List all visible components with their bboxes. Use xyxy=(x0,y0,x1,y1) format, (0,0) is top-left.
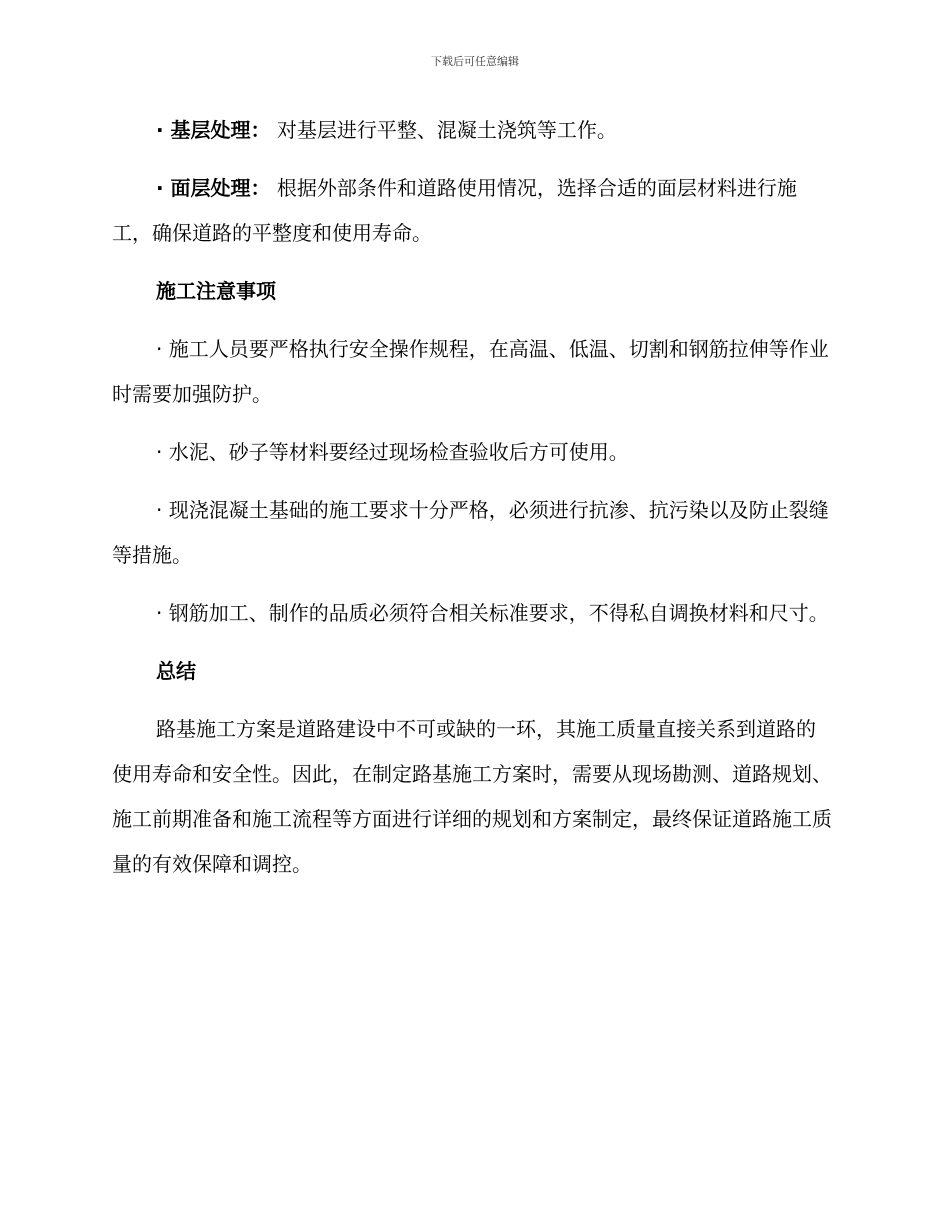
section-heading-precautions: 施工注意事项 xyxy=(156,279,276,303)
bullet-safety: · 施工人员要严格执行安全操作规程，在高温、低温、切割和钢筋拉伸等作业时需要加强防护。 xyxy=(112,337,829,406)
paragraph-surface-layer xyxy=(112,166,832,256)
bullet-materials: · 水泥、砂子等材料要经过现场检查验收后方可使用。 xyxy=(156,440,629,464)
document-body xyxy=(112,108,832,900)
paragraph-text-base-layer: 对基层进行平整、混凝土浇筑等工作。 xyxy=(276,118,617,142)
summary-paragraph: 路基施工方案是道路建设中不可或缺的一环，其施工质量直接关系到道路的使用寿命和安全性。因此，在制定路基施工方案时，需要从现场勘测、道路规划、施工前期准备和施工流程等方面进行详细的规划和方案制定，最终保证道路施工质量的有效保障和调控。 xyxy=(112,717,832,876)
paragraph-lead-base-layer: · 基层处理： xyxy=(156,118,271,142)
paragraph-base-layer xyxy=(112,108,832,153)
page-header: 下载后可任意编辑 xyxy=(431,55,519,68)
bullet-rebar: · 钢筋加工、制作的品质必须符合相关标准要求，不得私自调换材料和尺寸。 xyxy=(156,601,829,625)
section-heading-summary: 总结 xyxy=(156,659,196,683)
paragraph-text-surface-layer: 根据外部条件和道路使用情况，选择合适的面层材料进行施工，确保道路的平整度和使用寿命。 xyxy=(112,176,797,245)
bullet-concrete: · 现浇混凝土基础的施工要求十分严格，必须进行抗渗、抗污染以及防止裂缝等措施。 xyxy=(112,498,829,567)
paragraph-lead-surface-layer: · 面层处理： xyxy=(156,176,271,200)
